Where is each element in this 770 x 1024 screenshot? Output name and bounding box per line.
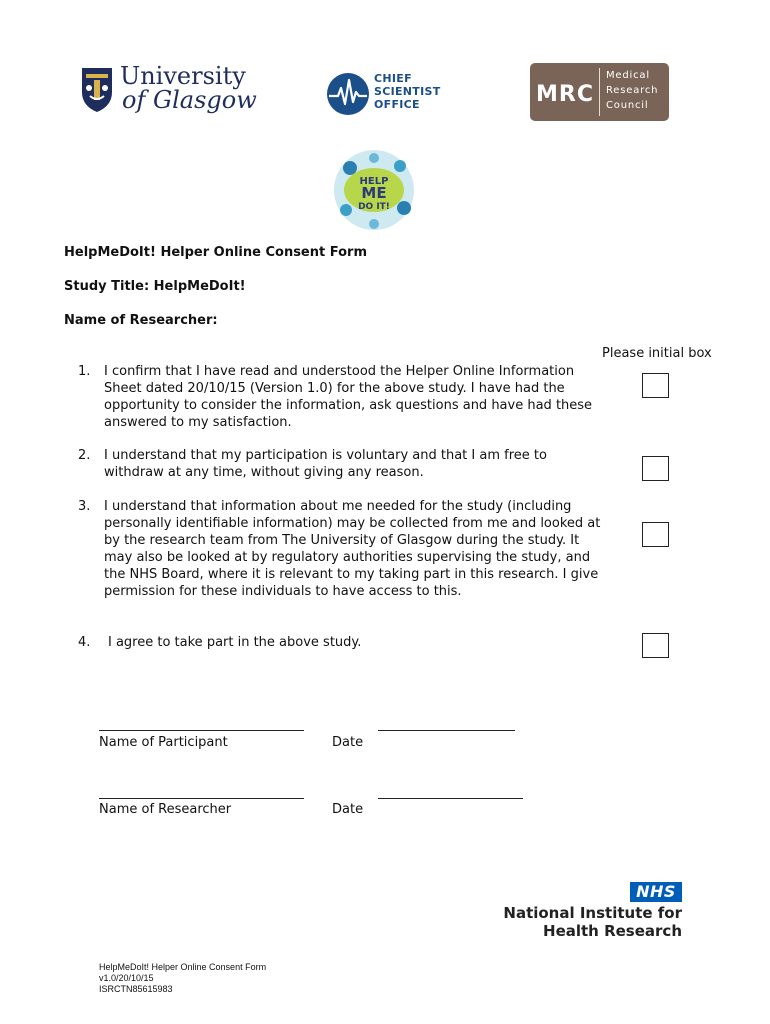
statement-1-line: answered to my satisfaction. xyxy=(104,415,292,430)
chief-scientist-office-logo xyxy=(374,72,441,111)
footer-line1: HelpMeDoIt! Helper Online Consent Form xyxy=(99,962,267,972)
statement-3-number: 3. xyxy=(78,499,91,514)
statement-4-text: I agree to take part in the above study. xyxy=(108,635,362,650)
initial-box-3[interactable] xyxy=(642,522,669,547)
statement-3-line: I understand that information about me needed for the study (including xyxy=(104,499,572,514)
statement-2-text xyxy=(104,447,594,481)
mrc-name xyxy=(606,68,658,113)
nihr-logo xyxy=(503,904,682,940)
svg-text:ME: ME xyxy=(361,184,387,202)
mrc-line1: Medical xyxy=(606,70,650,81)
participant-name-line[interactable] xyxy=(99,730,304,731)
participant-date-line[interactable] xyxy=(378,730,515,731)
form-title: HelpMeDoIt! Helper Online Consent Form xyxy=(64,245,367,260)
mrc-line2: Research xyxy=(606,85,659,96)
researcher-name-line[interactable] xyxy=(99,798,304,799)
mrc-abbrev: MRC xyxy=(536,82,594,107)
initial-box-4[interactable] xyxy=(642,633,669,658)
statement-4-number: 4. xyxy=(78,635,91,650)
researcher-signature-label: Name of Researcher xyxy=(99,802,232,817)
footer-line2: v1.0/20/10/15 xyxy=(99,973,154,983)
statement-2-number: 2. xyxy=(78,448,91,463)
cso-line2: SCIENTIST xyxy=(374,85,441,98)
cso-line1: CHIEF xyxy=(374,72,412,85)
nihr-line1: National Institute for xyxy=(503,904,682,922)
helpmedoit-logo xyxy=(330,148,418,232)
initial-box-2[interactable] xyxy=(642,456,669,481)
uog-line2: of Glasgow xyxy=(122,86,257,114)
statement-3-text xyxy=(104,498,604,600)
statement-2-line: I understand that my participation is voluntary and that I am free to xyxy=(104,448,547,463)
statement-1-text xyxy=(104,363,594,431)
nihr-line2: Health Research xyxy=(543,922,682,940)
university-of-glasgow-crest-icon xyxy=(80,66,114,114)
researcher-date-line[interactable] xyxy=(378,798,523,799)
page-footer xyxy=(99,962,266,995)
statement-1-line: Sheet dated 20/10/15 (Version 1.0) for the above study. I have had the xyxy=(104,381,565,396)
nhs-logo: NHS xyxy=(630,882,682,902)
mrc-divider xyxy=(599,68,600,116)
svg-text:HELP: HELP xyxy=(359,176,389,187)
statement-1-line: I confirm that I have read and understood the Helper Online Information xyxy=(104,364,575,379)
statement-3-line: the NHS Board, where it is relevant to my taking part in this research. I give xyxy=(104,567,599,582)
statement-3-line: permission for these individuals to have access to this. xyxy=(104,584,462,599)
chief-scientist-office-icon xyxy=(326,72,370,116)
initial-box-1[interactable] xyxy=(642,373,669,398)
participant-name-label: Name of Participant xyxy=(99,735,228,750)
statement-3-line: personally identifiable information) may be collected from me and looked at xyxy=(104,516,601,531)
cso-line3: OFFICE xyxy=(374,98,420,111)
researcher-name-label: Name of Researcher: xyxy=(64,313,218,328)
mrc-line3: Council xyxy=(606,100,649,111)
statement-3-line: by the research team from The University of Glasgow during the study. It xyxy=(104,533,580,548)
statement-1-number: 1. xyxy=(78,364,91,379)
svg-text:DO IT!: DO IT! xyxy=(358,202,390,212)
researcher-date-label: Date xyxy=(332,802,364,817)
statement-1-line: opportunity to consider the information, ask questions and have had these xyxy=(104,398,593,413)
participant-date-label: Date xyxy=(332,735,364,750)
footer-line3: ISRCTN85615983 xyxy=(99,984,173,994)
uog-line1: University xyxy=(120,62,246,90)
statement-3-line: may also be looked at by regulatory authorities supervising the study, and xyxy=(104,550,591,565)
statement-2-line: withdraw at any time, without giving any reason. xyxy=(104,465,424,480)
initial-box-label: Please initial box xyxy=(602,346,712,361)
study-title: Study Title: HelpMeDoIt! xyxy=(64,279,246,294)
university-of-glasgow-logo xyxy=(120,64,257,112)
